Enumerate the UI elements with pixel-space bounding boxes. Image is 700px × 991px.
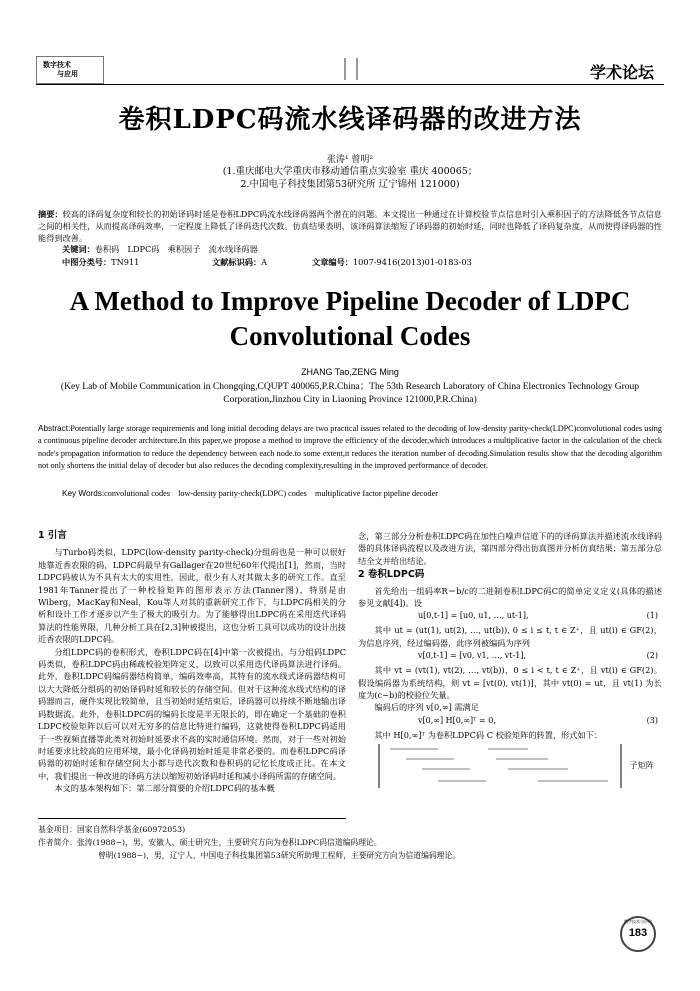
paragraph: 本文的基本架构如下：第二部分简要的介绍LDPC码的基本概	[54, 783, 275, 794]
header-bars-decoration	[342, 58, 362, 80]
equation-body: u[0,t-1] = [u0, u1, …, ut-1],	[418, 611, 529, 621]
keywords-en-label: Key Words:	[62, 489, 105, 498]
equation-number: (1)	[646, 611, 658, 621]
section-heading-intro: 1 引言	[38, 530, 67, 541]
keywords-label: 关键词：	[62, 244, 95, 254]
abstract-text: 较高的译码复杂度和较长的初始译码时延是卷积LDPC码流水线译码器两个潜在的问题。本文提出一种通过在计算校验节点信息时引入乘积因子的方法降低各节点信息之间的相关性，从而提高译码效率，一定程度上降低了译码迭代次数。仿真结果表明，该译码算法缩短了译码器的初始时延，同时也降低了译码复杂度，从而使得译码器的性能得到改善。	[38, 209, 662, 243]
article-number-value: 1007-9416(2013)01-0183-03	[352, 257, 472, 267]
keywords-text: 卷积码 LDPC码 乘积因子 流水线译码器	[94, 244, 258, 254]
footnote-fund: 基金项目：国家自然科学基金(60972053)	[38, 825, 186, 834]
footnote-author1: 作者简介：张涛(1988−)，男，安徽人，硕士研究生，主要研究方向为卷积LDPC码信道编码理论。	[38, 838, 382, 847]
affiliation-line: (1.重庆邮电大学重庆市移动通信重点实验室 重庆 400065；	[222, 166, 478, 177]
footnote-author2: 曾明(1988−)，男，辽宁人，中国电子科技集团第53研究所助理工程师，主要研究方向为信道编码理论。	[98, 851, 461, 860]
paragraph: 念，第三部分分析卷积LDPC码在加性白噪声信道下的的译码算法并描述流水线译码器的具体译码流程以及改进方法，第四部分得出仿真图并分析仿真结果；第五部分总结全文并给出结论。	[358, 531, 662, 566]
abstract-english	[38, 423, 662, 472]
page-number-badge	[620, 916, 656, 952]
clc-value: TN911	[111, 257, 140, 267]
body-right-column	[358, 530, 662, 793]
paragraph: 其中 H[0,∞]ᵀ 为卷积LDPC码 C 校验矩阵的转置，形式如下：	[374, 729, 603, 740]
authors-english: ZHANG Tao,ZENG Ming	[301, 367, 399, 377]
header-rule	[36, 84, 664, 85]
affiliation-english: (Key Lab of Mobile Communication in Chongqing,CQUPT 400065,P.R.China；The 53th Research Laboratory of China Electronics Technology Group Corporation,Jinzhou City in Liaoning Province 121000,P.R.China)	[60, 382, 640, 405]
paragraph: 首先给出一组码率R＝b/c的二进制卷积LDPC码C的简单定义定义(具体的描述参见文献[4])。设	[358, 585, 662, 609]
affiliation-line: 2.中国电子科技集团第53研究所 辽宁锦州 121000)	[240, 179, 460, 190]
doc-code-label: 文献标识码：	[212, 257, 262, 267]
article-number-label: 文章编号：	[312, 257, 353, 267]
abstract-chinese	[38, 208, 662, 244]
journal-name-line2: 与应用	[57, 69, 78, 78]
title-chinese: 卷积LDPC码流水线译码器的改进方法	[118, 105, 582, 135]
section-label: 学术论坛	[589, 63, 654, 82]
page-number: 183	[628, 927, 648, 939]
footnote-separator	[38, 818, 346, 819]
abstract-en-label: Abstract:	[38, 424, 71, 433]
keywords-chinese	[62, 244, 258, 255]
paragraph: 分组LDPC码的卷积形式，卷积LDPC码在[4]中第一次被提出。与分组码LDPC码类似，卷积LDPC码由稀疏校验矩阵定义，以致可以采用迭代译码算法进行译码。此外，卷积LDPC码编码器结构简单，编码效率高，其特有的流水线式译码器结构可以大大降低分组码的初始译码时延和较长的存储空间。但对于这种流水线式结构的译码器而言，硬件实现比较简单，且当初始时延结束后，译码器可以持续不断地输出译码数据流。此外，卷积LDPC码的编码长度是半无限长的，即在确定一个基础的卷积LDPC校验矩阵以后可以对无穷多的信息比特进行编码，这就使得卷积LDPC码适用于一些视频直播等此类对初始时延要求不高的实时通信环境。然而，对于一些对初始时延要求比较高的应用环境，最小化译码初始时延是非常必要的。而卷积LDPC码译码器的初始时延和存储空间大小都与迭代次数和卷积码的记忆长度成正比。在本文中，我们提出一种改进的译码方法以缩短初始译码时延和减小译码所需的存储空间。	[38, 646, 346, 781]
affiliations-chinese	[0, 165, 700, 191]
equation-number: (2)	[646, 651, 658, 661]
equation-3	[358, 715, 662, 728]
body-left-column	[38, 530, 346, 795]
journal-logo	[36, 56, 104, 84]
equation-1	[358, 610, 662, 623]
paragraph: 其中 ut = (ut(1), ut(2), …, ut(b)), 0 ≤ i ≤ t, t ∈ Z⁺，且 ut(i) ∈ GF(2)，为信息序列，经过编码器，此序列被编码为序列	[358, 625, 662, 648]
paragraph: 与Turbo码类似，LDPC(low-density parity-check)分组码也是一种可以很好地靠近香农限的码，LDPC码最早有Gallager在20世纪60年代提出[1]，然而，当时LDPC码被认为不具有太大的实用性，因此，很少有人对其做太多的研究工作。直至1981年Tanner提出了一种校验矩阵的图形表示方法(Tanner图)，特别是由Wiberg，MacKay和Neal，Kou等人对其的重新研究工作下，与LDPC码相关的分析和设计工作才逐步以产生了极大的吸引力。为了能够得出LDPC码在采用迭代译码算法的性能界限，几种分析工具在[2,3]种被提出，这也分析工具可以成功的设计出接近香农限的LDPC码。	[38, 547, 346, 645]
abstract-label: 摘要：	[38, 209, 63, 219]
matrix-trailing-text: 子矩阵	[629, 760, 654, 771]
equation-2	[358, 650, 662, 663]
page-badge-text: 数字技术与应用	[624, 919, 652, 924]
doc-code-value: A	[261, 257, 268, 267]
keywords-en-text: convolutional codes low-density parity-check(LDPC) codes multiplicative factor pipeline decoder	[104, 489, 438, 498]
equation-body: v[0,t-1] = [v0, v1, …, vt-1],	[418, 651, 526, 661]
matrix-figure	[378, 743, 622, 789]
clc-label: 中图分类号：	[62, 257, 112, 267]
equation-body: v[0,∞] H[0,∞]ᵀ = 0,	[418, 715, 496, 725]
keywords-english	[62, 488, 438, 499]
section-heading-2: 2 卷积LDPC码	[358, 569, 425, 581]
paragraph: 其中 vt = (vt(1), vt(2), …, vt(b))，0 ≤ i < t, t ∈ Z⁺，且 vt(i) ∈ GF(2)。假设编码器为系统结构，则 vt = [vt(0), vt(1)]，其中 vt(0) = ut，且 vt(1) 为长度为(c−b)的校验位矢量。	[358, 665, 662, 701]
title-english: A Method to Improve Pipeline Decoder of LDPC Convolutional Codes	[69, 286, 631, 351]
authors-chinese: 张涛¹ 曾明²	[326, 155, 374, 165]
abstract-en-text: Potentially large storage requirements and long initial decoding delays are two practical issues related to the decoding of low-density parity-check(LDPC)convolutional codes using a continuous pipeline decoder architecture.In this paper,we propose a method to improve the efficiency of the decoder,which introduces a multiplicative factor in the calculation of the check node's propagation information to reduce the dependency between each node.to some extent,it reduces the iteration number of decoding.Simulation results show that the decoding algorithm not only shortens the initial delay of decoder but also reduces the decoding complexity,resulting in the improved performance of decoder.	[38, 424, 662, 470]
footnotes	[38, 823, 668, 862]
equation-number: (3)	[646, 715, 658, 725]
journal-name-line1: 数字技术	[43, 60, 71, 69]
paragraph: 编码后的序列 v[0,∞] 需满足	[374, 702, 479, 713]
parity-check-matrix	[358, 743, 662, 791]
